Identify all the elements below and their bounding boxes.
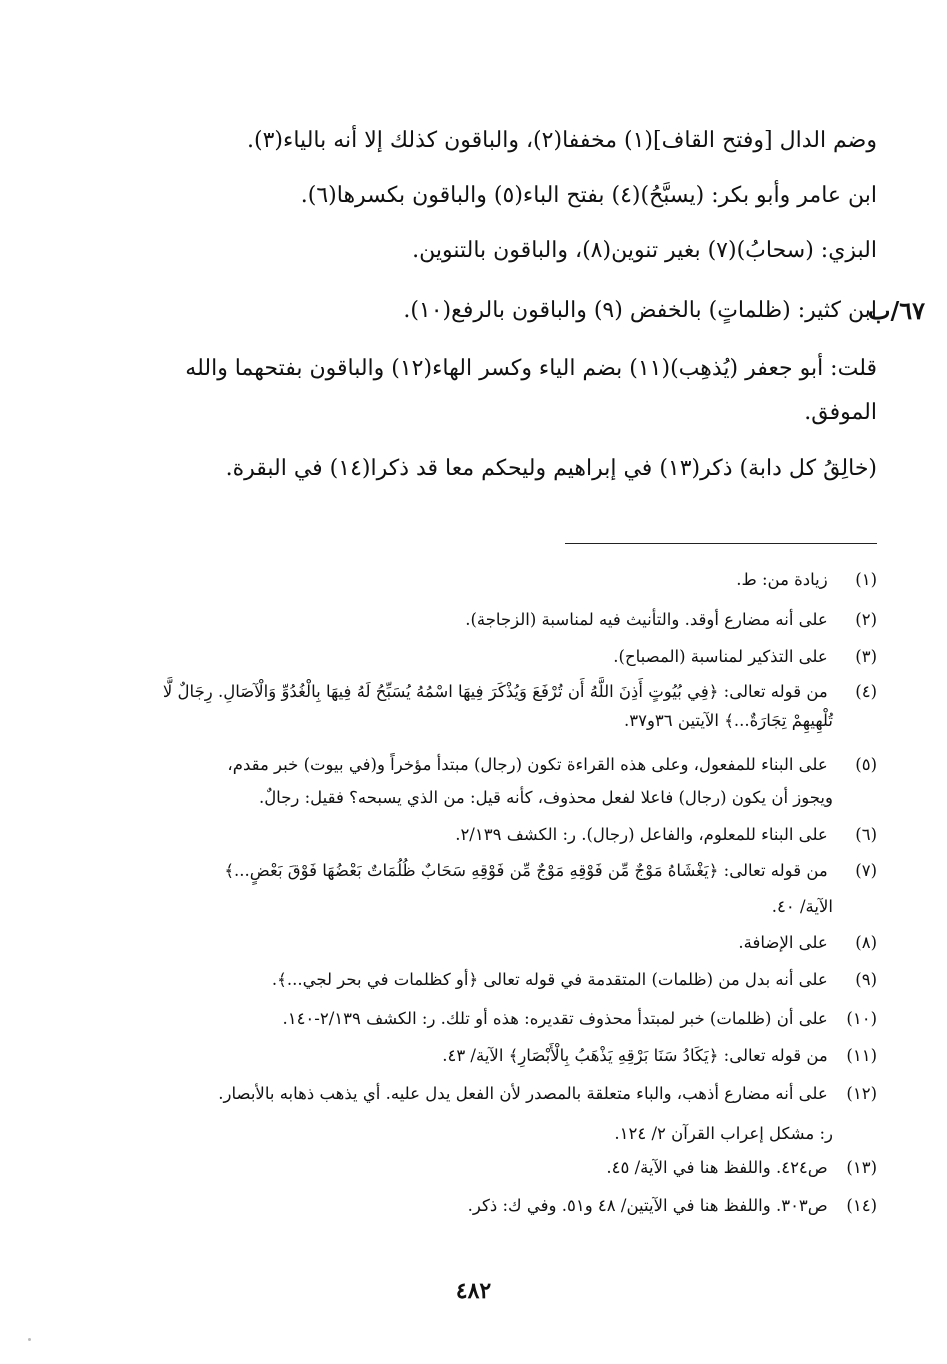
main-line-2: ابن عامر وأبو بكر: (يسبَّحُ)(٤) بفتح الباء(٥) والباقون بكسرها(٦).: [300, 183, 877, 208]
footnote-text: على البناء للمعلوم، والفاعل (رجال). ر: الكشف ٢/١٣٩.: [455, 825, 828, 844]
footnote-12: [110, 1081, 877, 1107]
footnote-number: (٨): [855, 933, 877, 952]
footnote-text: على البناء للمفعول، وعلى هذه القراءة تكون (رجال) مبتدأ مؤخراً و(في بيوت) خبر مقدم،: [227, 755, 828, 774]
footnote-number: (٢): [855, 610, 877, 629]
folio-marker: ٦٧/ب: [867, 296, 925, 325]
footnote-number: (٣): [855, 647, 877, 666]
footnote-number: (٦): [855, 825, 877, 844]
footnote-number: (١٣): [846, 1158, 877, 1177]
footnote-14: [110, 1193, 877, 1219]
footnote-number: (١): [855, 570, 877, 589]
footnote-12-continued: ر: مشكل إعراب القرآن ٢/ ١٢٤.: [614, 1124, 833, 1143]
scan-speck: [28, 1338, 31, 1341]
footnote-number: (١١): [846, 1046, 877, 1065]
footnote-4: [110, 679, 877, 705]
footnote-text: ص٣٠٣. واللفظ هنا في الآيتين/ ٤٨ و٥١. وفي ك: ذكر.: [467, 1196, 828, 1215]
main-line-5: قلت: أبو جعفر (يُذهِب)(١١) بضم الياء وكسر الهاء(١٢) والباقون بفتحهما والله: [185, 356, 877, 381]
main-line-1: وضم الدال [وفتح القاف](١) مخففا(٢)، والباقون كذلك إلا أنه بالياء(٣).: [247, 128, 877, 153]
footnote-text: من قوله تعالى: ﴿فِي بُيُوتٍ أَذِنَ اللَّهُ أَن تُرْفَعَ وَيُذْكَرَ فِيهَا اسْمُهُ يُسَبِّحُ لَهُ فِيهَا بِالْغُدُوِّ وَالْآصَالِ. رِجَالٌ لَّا: [162, 682, 828, 701]
footnote-text: على الإضافة.: [738, 933, 828, 952]
footnote-13: [110, 1155, 877, 1181]
footnote-11: [110, 1043, 877, 1069]
footnote-text: على أنه مضارع أذهب، والباء متعلقة بالمصدر لأن الفعل يدل عليه. أي يذهب ذهابه بالأبصار.: [218, 1084, 828, 1103]
footnote-8: [110, 930, 877, 956]
main-line-3: البزي: (سحابُ)(٧) بغير تنوين(٨)، والباقون بالتنوين.: [412, 238, 877, 263]
footnote-number: (٩): [855, 970, 877, 989]
footnote-text: على التذكير لمناسبة (المصباح).: [613, 647, 828, 666]
footnote-text: على أنه بدل من (ظلمات) المتقدمة في قوله تعالى ﴿أو كظلمات في بحر لجي...﴾.: [271, 970, 828, 989]
footnote-number: (١٠): [846, 1009, 877, 1028]
main-line-4: ابن كثير: (ظلماتٍ) بالخفض (٩) والباقون بالرفع(١٠).: [403, 298, 877, 323]
footnote-5: [110, 752, 877, 778]
footnote-2: [110, 607, 877, 633]
main-line-7: (خالِقُ كل دابة) ذكر(١٣) في إبراهيم وليحكم معا قد ذكرا(١٤) في البقرة.: [225, 456, 877, 481]
footnote-9: [110, 967, 877, 993]
footnote-text: على أنه مضارع أوقد. والتأنيث فيه لمناسبة (الزجاجة).: [465, 610, 828, 629]
footnote-3: [110, 644, 877, 670]
footnote-4-continued: تُلْهِيهِمْ تِجَارَةٌ...﴾ الآيتين ٣٦و٣٧.: [623, 711, 833, 730]
footnote-1: [110, 567, 877, 593]
main-line-6: الموفق.: [804, 400, 877, 425]
footnote-7: [110, 858, 877, 884]
footnote-5-continued: ويجوز أن يكون (رجال) فاعلا لفعل محذوف، كأنه قيل: من الذي يسبحه؟ فقيل: رجالٌ.: [258, 788, 833, 807]
footnote-text: من قوله تعالى: ﴿يَغْشَاهُ مَوْجٌ مِّن فَوْقِهِ مَوْجٌ مِّن فَوْقِهِ سَحَابٌ ظُلُمَاتٌ بَعْضُهَا فَوْقَ بَعْضٍ...﴾: [224, 861, 828, 880]
page-number: ٤٨٢: [455, 1278, 492, 1304]
footnote-7-continued: الآية/ ٤٠.: [771, 897, 833, 916]
footnote-6: [110, 822, 877, 848]
footnote-text: من قوله تعالى: ﴿يَكَادُ سَنَا بَرْقِهِ يَذْهَبُ بِالْأَبْصَارِ﴾ الآية/ ٤٣.: [442, 1046, 828, 1065]
footnote-text: زيادة من: ط.: [736, 570, 828, 589]
footnote-number: (٥): [855, 755, 877, 774]
footnote-text: على أن (ظلمات) خبر لمبتدأ محذوف تقديره: هذه أو تلك. ر: الكشف ٢/١٣٩-١٤٠.: [282, 1009, 828, 1028]
footnote-10: [110, 1006, 877, 1032]
footnote-number: (١٢): [846, 1084, 877, 1103]
footnote-number: (٧): [855, 861, 877, 880]
footnote-text: ص٤٢٤. واللفظ هنا في الآية/ ٤٥.: [606, 1158, 828, 1177]
footnote-number: (١٤): [846, 1196, 877, 1215]
footnote-number: (٤): [855, 682, 877, 701]
footnote-divider: [565, 543, 877, 544]
